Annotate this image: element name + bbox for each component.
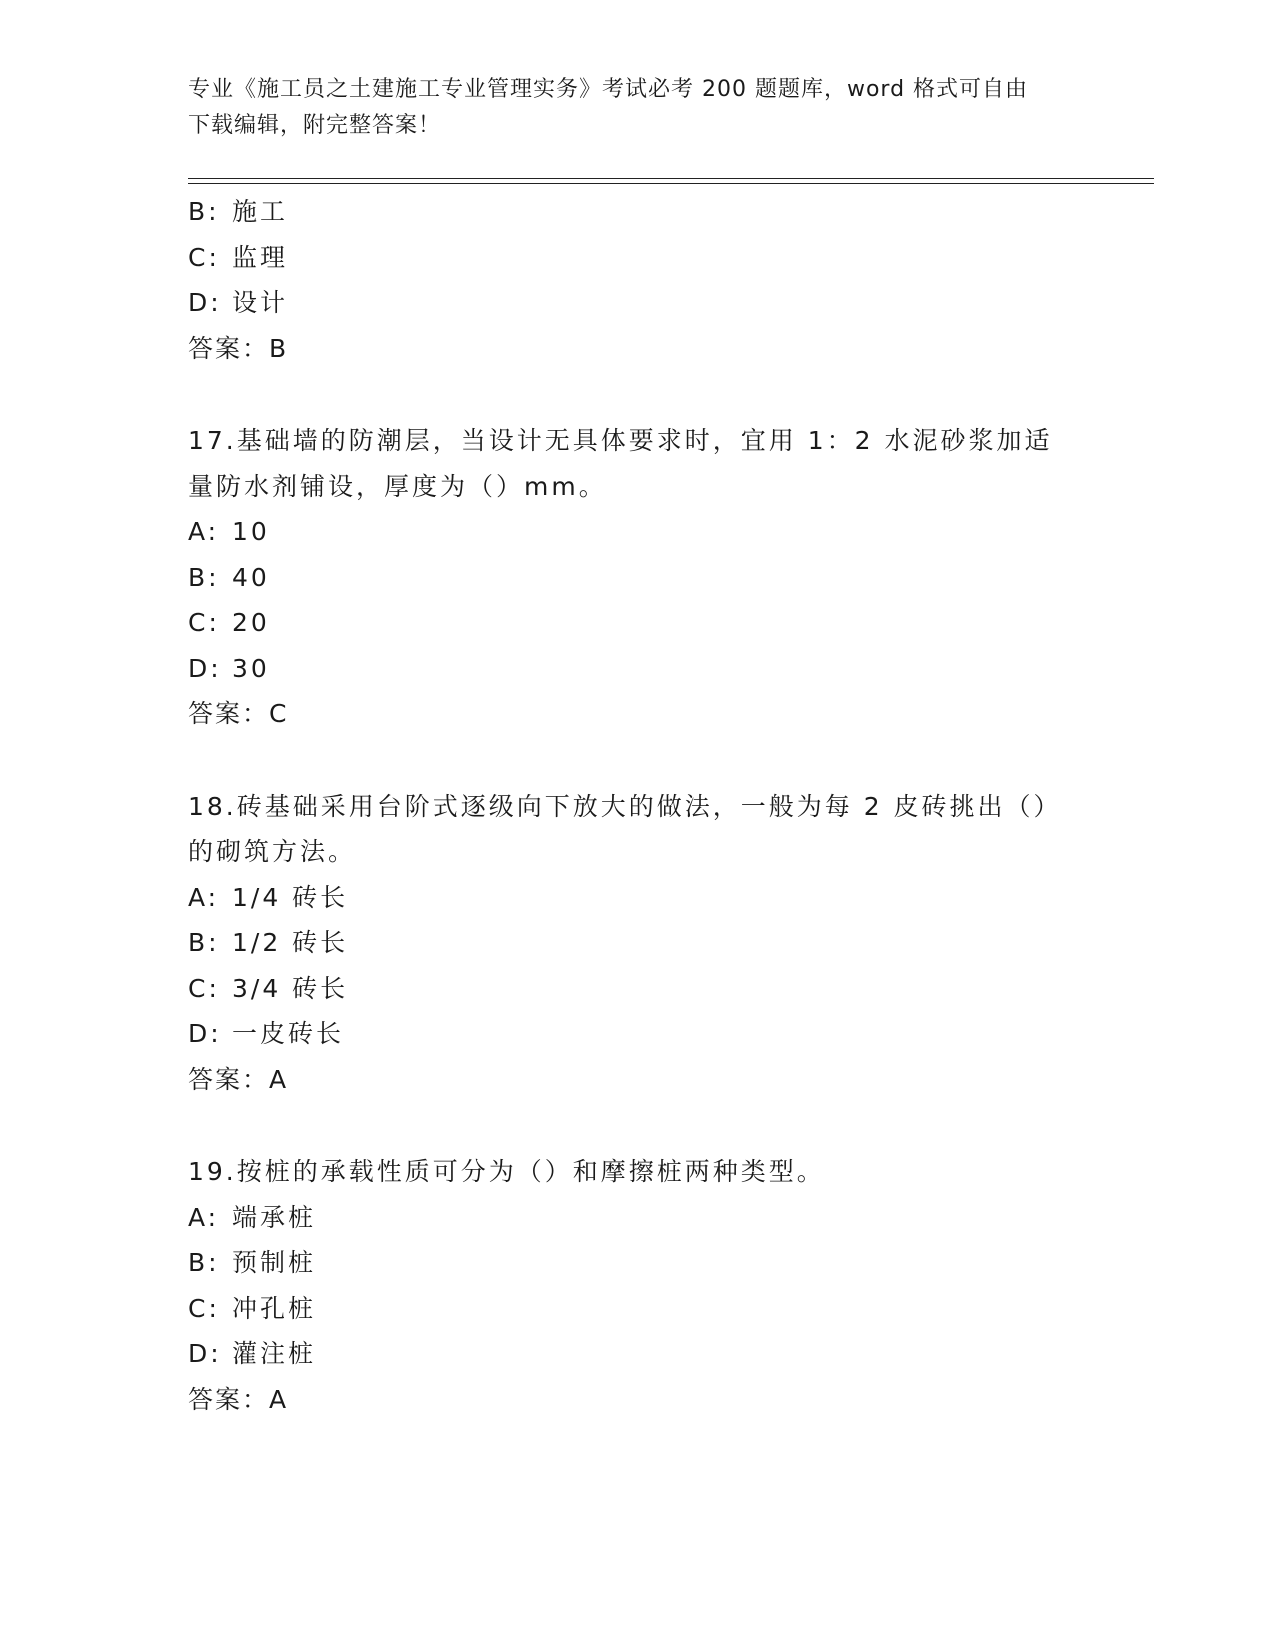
answer-line: 答案：C — [188, 699, 289, 728]
document-header — [188, 72, 1088, 144]
question-text-line-1: 18.砖基础采用台阶式逐级向下放大的做法，一般为每 2 皮砖挑出（） — [188, 791, 1062, 821]
option-d: D: 灌注桩 — [188, 1339, 317, 1368]
option-d: D: 一皮砖长 — [188, 1019, 345, 1048]
question-text-line-1: 17.基础墙的防潮层，当设计无具体要求时，宜用 1：2 水泥砂浆加适 — [188, 426, 1053, 455]
prev-question-block — [188, 189, 1088, 371]
header-line-1: 专业《施工员之土建施工专业管理实务》考试必考 200 题题库，word 格式可自由 — [188, 77, 1029, 102]
option-b: B: 40 — [188, 562, 270, 592]
question-17 — [188, 418, 1088, 737]
option-b: B: 1/2 砖长 — [188, 928, 349, 957]
option-a: A: 10 — [188, 517, 270, 546]
option-a: A: 端承桩 — [188, 1202, 317, 1232]
question-text-line-2: 量防水剂铺设，厚度为（）mm。 — [188, 471, 607, 501]
question-text-line-2: 的砌筑方法。 — [188, 837, 357, 866]
option-a: A: 1/4 砖长 — [188, 882, 349, 912]
option-b: B: 施工 — [188, 197, 289, 226]
answer-line: 答案：A — [188, 1064, 289, 1094]
header-rule-bottom — [188, 183, 1154, 184]
question-text-line-1: 19.按桩的承载性质可分为（）和摩擦桩两种类型。 — [188, 1157, 825, 1186]
option-d: D: 设计 — [188, 288, 289, 317]
option-d: D: 30 — [188, 653, 270, 683]
option-c: C: 冲孔桩 — [188, 1293, 317, 1323]
header-rule-top — [188, 178, 1154, 179]
option-c: C: 3/4 砖长 — [188, 973, 349, 1003]
question-18 — [188, 784, 1088, 1103]
answer-line: 答案：B — [188, 333, 289, 363]
question-19 — [188, 1149, 1088, 1422]
option-c: C: 20 — [188, 608, 270, 637]
question-content — [188, 189, 1088, 1422]
option-b: B: 预制桩 — [188, 1248, 317, 1277]
answer-line: 答案：A — [188, 1384, 289, 1414]
header-line-2: 下载编辑，附完整答案！ — [188, 113, 442, 138]
option-c: C: 监理 — [188, 242, 289, 272]
